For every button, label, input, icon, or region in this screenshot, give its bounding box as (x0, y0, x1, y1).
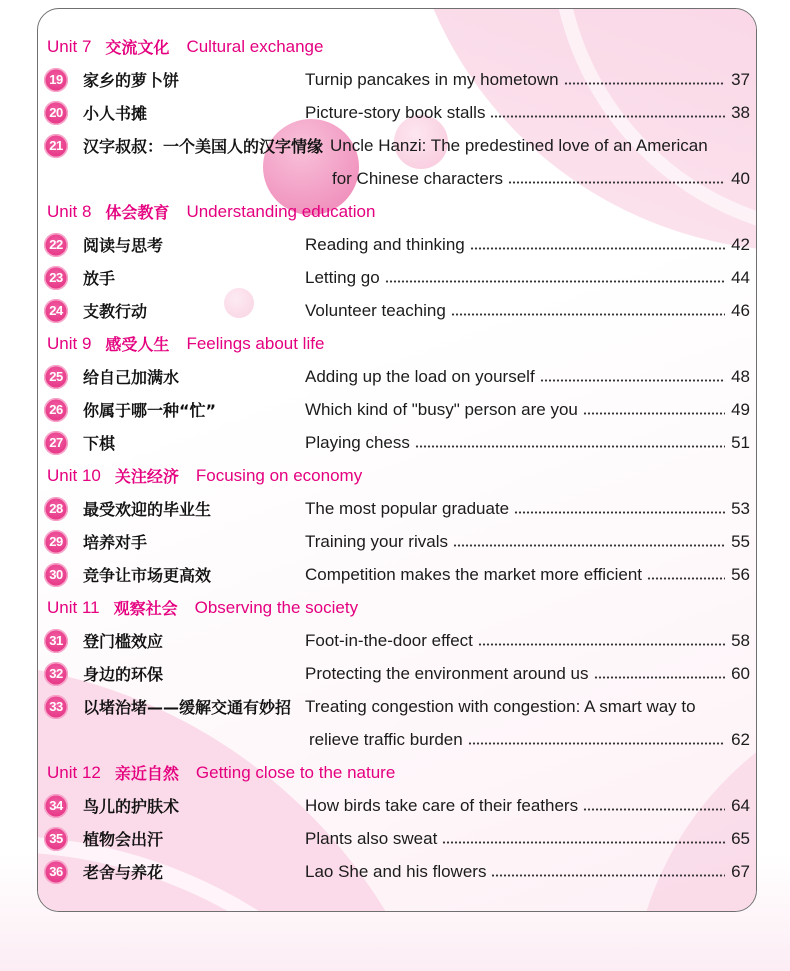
lesson-title-cn: 支教行动 (83, 302, 148, 321)
dot-leader (564, 82, 726, 85)
lesson-row (44, 426, 750, 459)
lesson-number-badge: 22 (44, 233, 68, 257)
lesson-title-cn: 家乡的萝卜饼 (83, 71, 180, 90)
unit-title-en: Focusing on economy (195, 465, 363, 485)
unit-label: Unit 8 (47, 201, 92, 221)
lesson-title-en: Turnip pancakes in my hometown (305, 69, 559, 89)
unit-label: Unit 9 (47, 333, 92, 353)
dot-leader (470, 247, 725, 250)
lesson-title-cn: 以堵治堵——缓解交通有妙招 (83, 698, 292, 717)
dot-leader (583, 412, 725, 415)
dot-leader (508, 181, 725, 184)
lesson-title-cn: 汉字叔叔：一个美国人的汉字情缘 (83, 137, 324, 156)
lesson-title-cn: 培养对手 (83, 533, 148, 552)
lesson-title-cn: 老舍与养花 (83, 863, 164, 882)
lesson-row (44, 558, 750, 591)
page-number: 55 (731, 531, 750, 551)
unit-label: Unit 11 (47, 597, 100, 617)
lesson-title-en-line2: for Chinese characters (332, 168, 504, 188)
lesson-title-en: Lao She and his flowers (305, 861, 487, 881)
dot-leader (468, 742, 725, 745)
lesson-title-cn: 你属于哪一种“忙” (83, 401, 217, 420)
lesson-number-badge: 21 (44, 134, 68, 158)
lesson-title-en: Plants also sweat (305, 828, 438, 848)
lesson-number-badge: 33 (44, 695, 68, 719)
page-number: 56 (731, 564, 750, 584)
unit-title-cn: 体会教育 (105, 203, 170, 222)
lesson-title-cn: 身边的环保 (83, 665, 164, 684)
lesson-row (44, 657, 750, 690)
table-of-contents (44, 30, 750, 888)
page-number: 64 (731, 795, 750, 815)
dot-leader (385, 280, 725, 283)
unit-label: Unit 7 (47, 36, 92, 56)
lesson-title-cn: 最受欢迎的毕业生 (83, 500, 212, 519)
page-number: 44 (731, 267, 750, 287)
unit-header (44, 30, 750, 63)
lesson-row (44, 525, 750, 558)
lesson-number-badge: 27 (44, 431, 68, 455)
lesson-number-badge: 34 (44, 794, 68, 818)
page-number: 42 (731, 234, 750, 254)
lesson-number-badge: 23 (44, 266, 68, 290)
page-number: 51 (731, 432, 750, 452)
unit-title-en: Feelings about life (186, 333, 325, 353)
lesson-row (44, 690, 750, 723)
lesson-title-en: Protecting the environment around us (305, 663, 589, 683)
lesson-row (44, 261, 750, 294)
lesson-title-cn: 放手 (83, 269, 116, 288)
lesson-row (44, 228, 750, 261)
lesson-title-en: Playing chess (305, 432, 410, 452)
lesson-number-badge: 31 (44, 629, 68, 653)
page-number: 60 (731, 663, 750, 683)
unit-label: Unit 10 (47, 465, 101, 485)
lesson-title-cn: 鸟儿的护肤术 (83, 797, 180, 816)
unit-title-en: Understanding education (186, 201, 376, 221)
lesson-number-badge: 19 (44, 68, 68, 92)
lesson-title-cn: 阅读与思考 (83, 236, 164, 255)
page-number: 67 (731, 861, 750, 881)
lesson-title-en: Treating congestion with congestion: A smart way to (305, 696, 696, 716)
lesson-row (44, 393, 750, 426)
dot-leader (540, 379, 725, 382)
lesson-row-continued (44, 162, 750, 195)
lesson-row (44, 789, 750, 822)
unit-title-cn: 亲近自然 (114, 764, 179, 783)
unit-header (44, 195, 750, 228)
page-number: 38 (731, 102, 750, 122)
unit-title-en: Cultural exchange (186, 36, 324, 56)
lesson-row (44, 63, 750, 96)
lesson-row (44, 492, 750, 525)
lesson-title-en: Volunteer teaching (305, 300, 446, 320)
unit-header (44, 459, 750, 492)
unit-label: Unit 12 (47, 762, 101, 782)
unit-title-cn: 关注经济 (114, 467, 179, 486)
lesson-row (44, 294, 750, 327)
dot-leader (594, 676, 726, 679)
dot-leader (442, 841, 725, 844)
lesson-title-en: Reading and thinking (305, 234, 465, 254)
lesson-row-continued (44, 723, 750, 756)
dot-leader (478, 643, 725, 646)
lesson-title-en: Adding up the load on yourself (305, 366, 535, 386)
unit-title-cn: 观察社会 (113, 599, 178, 618)
lesson-number-badge: 28 (44, 497, 68, 521)
page-number: 49 (731, 399, 750, 419)
lesson-title-cn: 给自己加满水 (83, 368, 180, 387)
lesson-row (44, 822, 750, 855)
lesson-row (44, 129, 750, 162)
lesson-title-cn: 下棋 (83, 434, 116, 453)
lesson-number-badge: 32 (44, 662, 68, 686)
lesson-number-badge: 25 (44, 365, 68, 389)
lesson-title-cn: 竞争让市场更高效 (83, 566, 212, 585)
lesson-row (44, 624, 750, 657)
dot-leader (490, 115, 725, 118)
lesson-number-badge: 26 (44, 398, 68, 422)
lesson-title-en: Picture-story book stalls (305, 102, 486, 122)
lesson-row (44, 360, 750, 393)
lesson-title-en: How birds take care of their feathers (305, 795, 579, 815)
page-number: 58 (731, 630, 750, 650)
page-number: 62 (731, 729, 750, 749)
unit-header (44, 327, 750, 360)
dot-leader (514, 511, 725, 514)
lesson-title-en: Foot-in-the-door effect (305, 630, 473, 650)
page-number: 65 (731, 828, 750, 848)
unit-title-cn: 感受人生 (105, 335, 170, 354)
page-number: 53 (731, 498, 750, 518)
lesson-title-cn: 植物会出汗 (83, 830, 164, 849)
page-number: 37 (731, 69, 750, 89)
lesson-title-en: The most popular graduate (305, 498, 510, 518)
unit-title-en: Getting close to the nature (195, 762, 396, 782)
dot-leader (453, 544, 725, 547)
unit-header (44, 591, 750, 624)
lesson-number-badge: 20 (44, 101, 68, 125)
lesson-title-en: Uncle Hanzi: The predestined love of an American (330, 135, 708, 155)
lesson-number-badge: 24 (44, 299, 68, 323)
lesson-number-badge: 30 (44, 563, 68, 587)
unit-title-en: Observing the society (194, 597, 359, 617)
unit-header (44, 756, 750, 789)
dot-leader (451, 313, 725, 316)
lesson-number-badge: 35 (44, 827, 68, 851)
lesson-row (44, 96, 750, 129)
dot-leader (415, 445, 725, 448)
lesson-title-en-line2: relieve traffic burden (309, 729, 463, 749)
lesson-number-badge: 29 (44, 530, 68, 554)
lesson-title-cn: 小人书摊 (83, 104, 148, 123)
dot-leader (491, 874, 725, 877)
lesson-title-en: Letting go (305, 267, 380, 287)
page-number: 48 (731, 366, 750, 386)
page-number: 46 (731, 300, 750, 320)
lesson-title-en: Which kind of "busy" person are you (305, 399, 578, 419)
lesson-title-en: Training your rivals (305, 531, 448, 551)
lesson-title-cn: 登门槛效应 (83, 632, 164, 651)
dot-leader (583, 808, 725, 811)
unit-title-cn: 交流文化 (105, 38, 170, 57)
dot-leader (647, 577, 725, 580)
lesson-row (44, 855, 750, 888)
page-number: 40 (731, 168, 750, 188)
lesson-title-en: Competition makes the market more efficient (305, 564, 642, 584)
lesson-number-badge: 36 (44, 860, 68, 884)
